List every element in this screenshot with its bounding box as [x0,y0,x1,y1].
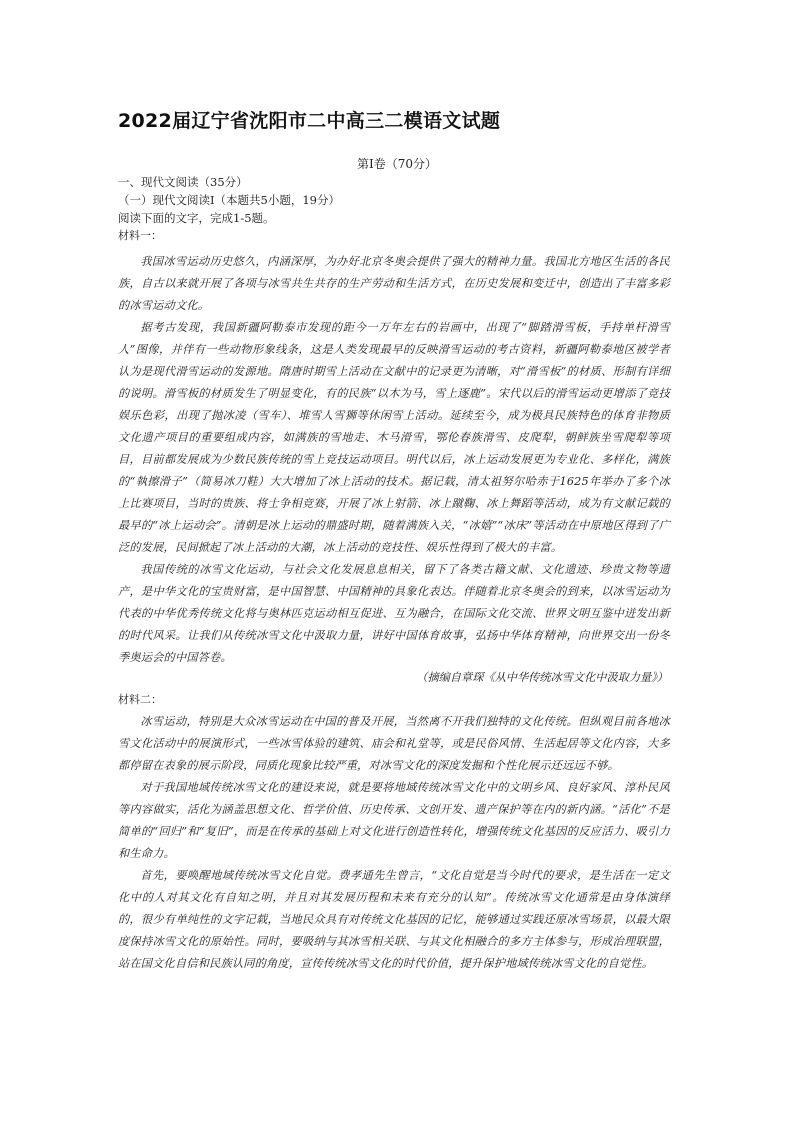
page-title: 2022届辽宁省沈阳市二中高三二模语文试题 [118,110,501,132]
material-1-source: （摘编自章琛《从中华传统冰雪文化中汲取力量》） [416,671,668,684]
volume-heading: 第Ⅰ卷（70分） [356,157,437,171]
paragraph: 我国冰雪运动历史悠久，内涵深厚，为办好北京冬奥会提供了强大的精神力量。我国北方地区生活的各民族，自古以来就开展了各项与冰雪共生共存的生产劳动和生活方式，在历史发展和变迁中，创造出了丰富多彩的冰雪运动文化。 [118,255,670,312]
instruction: 阅读下面的文字，完成1-5题。 [118,211,275,225]
section-heading: 一、现代文阅读（35分） [118,175,248,189]
paragraph: 冰雪运动，特别是大众冰雪运动在中国的普及开展，当然离不开我们独特的文化传统。但纵观目前各地冰雪文化活动中的展演形式，一些冰雪体验的建筑、庙会和礼堂等，或是民俗风情、生活起居等文化内容，大多都停留在表象的展示阶段，同质化现象比较严重，对冰雪文化的深度发掘和个性化展示还远远不够。 [118,715,670,772]
paragraph: 我国传统的冰雪文化运动，与社会文化发展息息相关，留下了各类古籍文献、文化遗迹、珍贵文物等遗产，是中华文化的宝贵财富，是中国智慧、中国精神的具象化表达。伴随着北京冬奥会的到来，以冰雪运动为代表的中华优秀传统文化将与奥林匹克运动相互促进、互为融合，在国际文化交流、世界文明互鉴中迸发出新的时代风采。让我们从传统冰雪文化中汲取力量，讲好中国体育故事，弘扬中华体育精神，向世界交出一份冬季奥运会的中国答卷。 [118,563,670,664]
paragraph: 据考古发现，我国新疆阿勒泰市发现的距今一万年左右的岩画中，出现了“脚踏滑雪板，手持单杆滑雪人”图像，并伴有一些动物形象线条，这是人类发现最早的反映滑雪运动的考古资料，新疆阿勒泰地区被学者认为是现代滑雪运动的发源地。隋唐时期雪上活动在文献中的记录更为清晰，对“滑雪板”的材质、形制有详细的说明。滑雪板的材质发生了明显变化，有的民族“以木为马，雪上逐鹿”。宋代以后的滑雪运动更增添了竞技娱乐色彩，出现了抛冰凌（雪车）、堆雪人雪狮等休闲雪上活动。延续至今，成为极具民族特色的体育非物质文化遗产项目的重要组成内容，如满族的雪地走、木马滑雪，鄂伦春族滑雪、皮爬犁，朝鲜族坐雪爬犁等项目，目前都发展成为少数民族传统的雪上竞技运动项目。明代以后，冰上运动发展更为专业化、多样化，满族的“執擦滑子”（简易冰刀鞋）大大增加了冰上活动的技术。据记载，清太祖努尔哈赤于1625年举办了多个冰上比赛项目，当时的贵族、将士争相竞赛，开展了冰上射箭、冰上蹴鞠、冰上舞蹈等活动，成为有文献记载的最早的“冰上运动会”。清朝是冰上运动的鼎盛时期，随着满族入关，“冰嬉”“冰床”等活动在中原地区得到了广泛的发展，民间掀起了冰上活动的大潮，冰上活动的竞技性、娱乐性得到了极大的丰富。 [118,321,670,554]
material-2-body [118,711,670,975]
subsection-heading: （一）现代文阅读Ⅰ（本题共5小题，19分） [118,193,340,207]
paragraph: 首先，要唤醒地域传统冰雪文化自觉。费孝通先生曾言，“文化自觉是当今时代的要求，是生活在一定文化中的人对其文化有自知之明，并且对其发展历程和未来有充分的认知”。传统冰雪文化通常是由身体演绎的，很少有单纯性的文字记载，当地民众具有对传统文化基因的记忆，能够通过实践还原冰雪场景，以最大限度保持冰雪文化的原始性。同时，要吸纳与其冰雪相关联、与其文化相融合的多方主体参与，形成治理联盟，站在国文化自信和民族认同的角度，宣传传统冰雪文化的时代价值，提升保护地域传统冰雪文化的自觉性。 [118,869,670,970]
paragraph: 对于我国地域传统冰雪文化的建设来说，就是要将地域传统冰雪文化中的文明乡风、良好家风、淳朴民风等内容做实，活化为涵盖思想文化、哲学价值、历史传承、文创开发、遗产保护等在内的新内涵。“活化”不是简单的“回归”和“复旧”，而是在传承的基础上对文化进行创造性转化，增强传统文化基因的反应活力、吸引力和生命力。 [118,781,670,860]
material-1-body [118,251,670,669]
material-2-label: 材料二： [118,693,162,706]
material-1-label: 材料一： [118,229,162,242]
